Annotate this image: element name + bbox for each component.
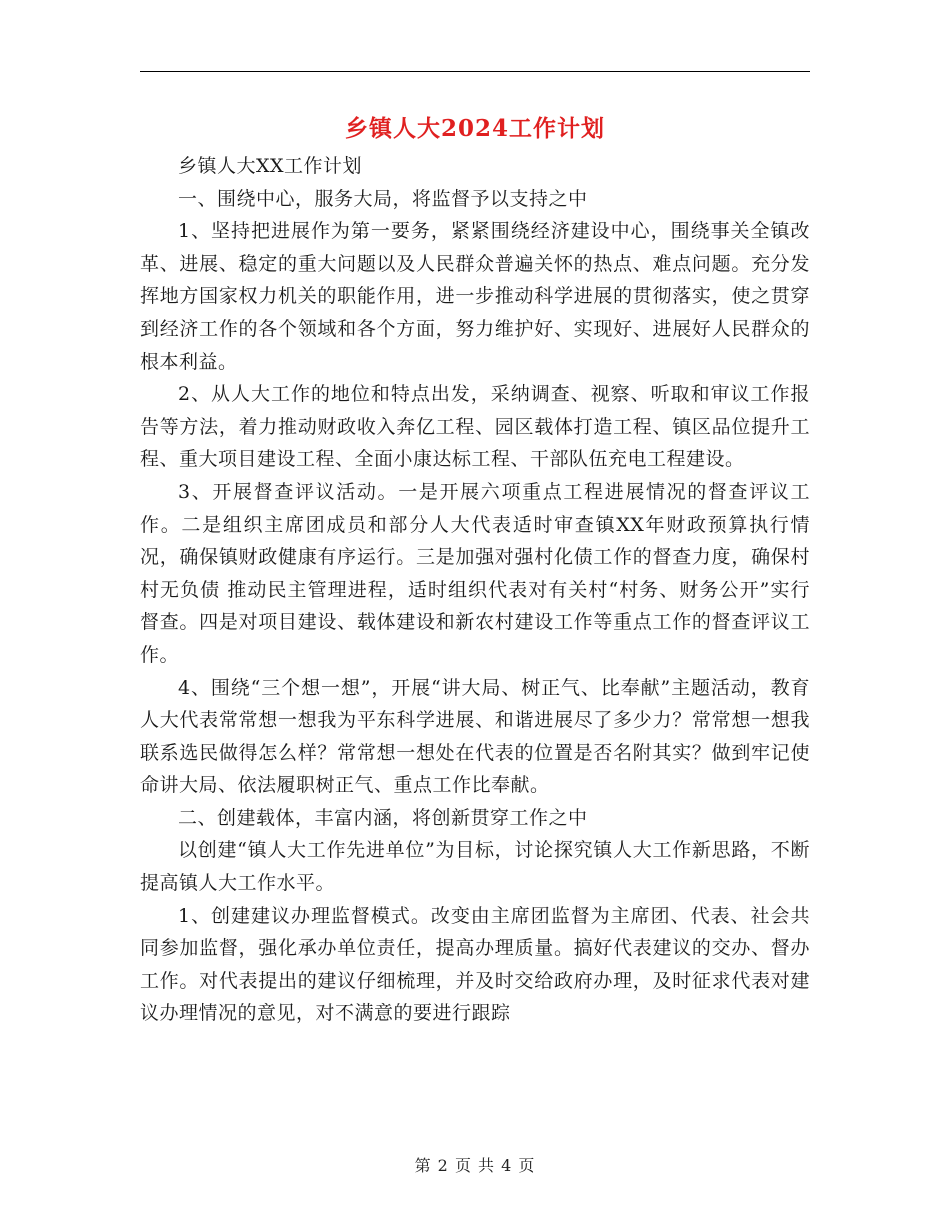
paragraph: 1、创建建议办理监督模式。改变由主席团监督为主席团、代表、社会共同参加监督，强化承办单位责任，提高办理质量。搞好代表建议的交办、督办工作。对代表提出的建议仔细梳理，并及时交给政府办理，及时征求代表对建议办理情况的意见，对不满意的要进行跟踪 (140, 904, 810, 1025)
paragraph: 2、从人大工作的地位和特点出发，采纳调查、视察、听取和审议工作报告等方法，着力推动财政收入奔亿工程、园区载体打造工程、镇区品位提升工程、重大项目建设工程、全面小康达标工程、干部队伍充电工程建设。 (140, 383, 810, 471)
paragraph: 3、开展督查评议活动。一是开展六项重点工程进展情况的督查评议工作。二是组织主席团成员和部分人大代表适时审查镇XX年财政预算执行情况，确保镇财政健康有序运行。三是加强对强村化债工作的督查力度，确保村村无负债 推动民主管理进程，适时组织代表对有关村“村务、财务公开”实行督查。四是对项目建设、载体建设和新农村建设工作等重点工作的督查评议工作。 (140, 480, 810, 666)
paragraph: 1、坚持把进展作为第一要务，紧紧围绕经济建设中心，围绕事关全镇改革、进展、稳定的重大问题以及人民群众普遍关怀的热点、难点问题。充分发挥地方国家权力机关的职能作用，进一步推动科学进展的贯彻落实，使之贯穿到经济工作的各个领域和各个方面，努力维护好、实现好、进展好人民群众的根本利益。 (140, 220, 810, 373)
paragraph: 4、围绕“三个想一想”，开展“讲大局、树正气、比奉献”主题活动，教育人大代表常常想一想我为平东科学进展、和谐进展尽了多少力？常常想一想我联系选民做得怎么样？常常想一想处在代表的位置是否名附其实？做到牢记使命讲大局、依法履职树正气、重点工作比奉献。 (140, 676, 810, 797)
page-number: 第 2 页 共 4 页 (414, 1156, 536, 1175)
section-heading-1: 一、围绕中心，服务大局，将监督予以支持之中 (178, 187, 588, 210)
paragraph-subtitle: 乡镇人大XX工作计划 (178, 155, 363, 177)
paragraph: 以创建“镇人大工作先进单位”为目标，讨论探究镇人大工作新思路，不断提高镇人大工作水平。 (140, 839, 810, 895)
document-body (140, 150, 810, 1030)
document-title: 乡镇人大2024工作计划 (344, 115, 605, 142)
section-heading-2: 二、创建载体，丰富内涵，将创新贯穿工作之中 (178, 806, 588, 829)
header-rule (140, 71, 810, 72)
